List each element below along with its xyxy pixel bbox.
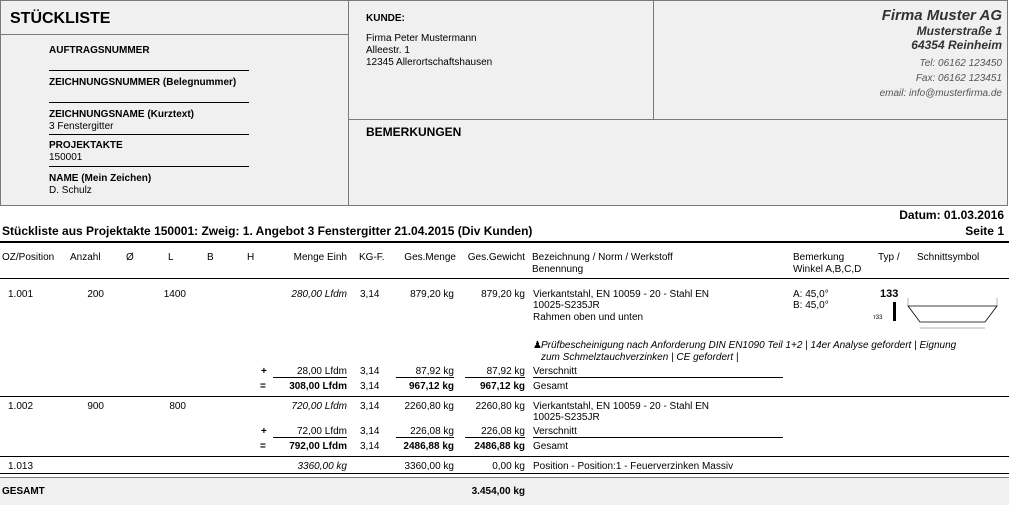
customer-line: Firma Peter Mustermann: [366, 33, 477, 44]
total-label: Gesamt: [533, 441, 569, 452]
field-underline: [49, 102, 249, 103]
col-header-l: L: [168, 252, 174, 263]
col-header-oz: OZ/Position: [2, 252, 55, 263]
cell-bezeichnung: Vierkantstahl, EN 10059 - 20 - Stahl EN: [533, 289, 710, 300]
cell-winkel-a: A: 45,0°: [793, 289, 829, 300]
total-gesgewicht: 967,12 kg: [479, 381, 525, 392]
cell-gesgewicht: 0,00 kg: [492, 461, 525, 472]
total-gesmenge: 2486,88 kg: [403, 441, 454, 452]
total-sign: =: [260, 441, 266, 452]
profile-symbol-icon: [870, 300, 910, 328]
header-rule: [0, 278, 1009, 279]
col-header-anzahl: Anzahl: [70, 252, 101, 263]
remarks-divider: [348, 119, 1008, 120]
cell-bezeichnung: Vierkantstahl, EN 10059 - 20 - Stahl EN: [533, 401, 710, 412]
svg-text:ᴛ33: ᴛ33: [873, 315, 883, 321]
cell-gesgewicht: 879,20 kg: [481, 289, 525, 300]
cell-kgf: 3,14: [360, 401, 380, 412]
col-header-schnittsymbol: Schnittsymbol: [917, 252, 980, 263]
cell-anzahl: 900: [87, 401, 104, 412]
cell-gesgewicht: 2260,80 kg: [475, 401, 525, 412]
cell-winkel-b: B: 45,0°: [793, 300, 829, 311]
cell-bezeichnung: 10025-S235JR: [533, 300, 600, 311]
field-value-name: D. Schulz: [49, 185, 92, 196]
col-header-menge: Menge Einh: [293, 252, 347, 263]
waste-sign: +: [261, 366, 267, 377]
cell-oz: 1.002: [8, 401, 34, 412]
row-separator: [0, 473, 1009, 474]
cell-anzahl: 200: [87, 289, 104, 300]
cell-l: 1400: [163, 289, 186, 300]
field-label-auftragsnummer: AUFTRAGSNUMMER: [49, 45, 150, 56]
cell-gesmenge: 879,20 kg: [410, 289, 454, 300]
col-header-gesgewicht: Ges.Gewicht: [467, 252, 525, 263]
company-block: [880, 8, 1002, 101]
waste-menge: 72,00 Lfdm: [273, 426, 347, 438]
field-value-projektakte: 150001: [49, 152, 83, 163]
waste-gesmenge: 87,92 kg: [396, 366, 454, 378]
company-tel: Tel: 06162 123450: [919, 58, 1002, 69]
header-divider: [348, 0, 349, 206]
cell-menge: 720,00 Lfdm: [291, 401, 347, 412]
cell-typ: 133: [880, 288, 899, 300]
row-separator: [0, 456, 1009, 457]
col-header-h: H: [247, 252, 255, 263]
cell-kgf: 3,14: [360, 289, 380, 300]
remarks-label: BEMERKUNGEN: [366, 125, 462, 139]
customer-label: KUNDE:: [366, 13, 405, 24]
company-street: Musterstraße 1: [916, 24, 1002, 38]
waste-label: Verschnitt: [533, 366, 783, 378]
company-fax: Fax: 06162 123451: [915, 73, 1002, 84]
company-email: email: info@musterfirma.de: [879, 88, 1002, 99]
cell-bezeichnung: Position - Position:1 - Feuerverzinken Massiv: [533, 461, 734, 472]
total-sign: =: [260, 381, 266, 392]
company-name: Firma Muster AG: [881, 7, 1002, 24]
cell-gesmenge: 3360,00 kg: [404, 461, 454, 472]
cell-oz: 1.001: [8, 289, 34, 300]
waste-kgf: 3,14: [360, 426, 380, 437]
header-divider: [653, 0, 654, 120]
col-header-benennung: Benennung: [532, 264, 584, 275]
title-divider: [0, 34, 349, 35]
page-number: Seite 1: [965, 224, 1004, 238]
document-date: Datum: 01.03.2016: [899, 208, 1004, 222]
cell-bezeichnung: 10025-S235JR: [533, 412, 600, 423]
field-label-zeichnungsname: ZEICHNUNGSNAME (Kurztext): [49, 109, 194, 120]
col-header-diameter: Ø: [126, 252, 134, 263]
row-separator: [0, 396, 1009, 397]
total-label: Gesamt: [533, 381, 569, 392]
footer-total: 3.454,00 kg: [471, 486, 525, 497]
col-header-typ: Typ /: [878, 252, 900, 263]
cell-note: zum Schmelztauchverzinken | CE gefordert |: [541, 352, 739, 363]
total-menge: 308,00 Lfdm: [289, 381, 347, 392]
field-label-name: NAME (Mein Zeichen): [49, 173, 152, 184]
customer-line: 12345 Allerortschaftshausen: [366, 57, 493, 68]
company-city: 64354 Reinheim: [911, 38, 1002, 52]
waste-gesmenge: 226,08 kg: [396, 426, 454, 438]
cell-oz: 1.013: [8, 461, 34, 472]
col-header-kgf: KG-F.: [359, 252, 385, 263]
certificate-icon: ♟: [533, 340, 542, 351]
cell-l: 800: [169, 401, 186, 412]
field-value-zeichnungsname: 3 Fenstergitter: [49, 121, 114, 132]
waste-gesgewicht: 87,92 kg: [465, 366, 525, 378]
waste-kgf: 3,14: [360, 366, 380, 377]
field-label-projektakte: PROJEKTAKTE: [49, 140, 123, 151]
field-label-zeichnungsnummer: ZEICHNUNGSNUMMER (Belegnummer): [49, 77, 237, 88]
total-kgf: 3,14: [360, 381, 380, 392]
waste-menge: 28,00 Lfdm: [273, 366, 347, 378]
document-subtitle: Stückliste aus Projektakte 150001: Zweig: 1. Angebot 3 Fenstergitter 21.04.2015 (Div Kunden): [2, 224, 533, 238]
customer-line: Alleestr. 1: [366, 45, 410, 56]
col-header-b: B: [207, 252, 214, 263]
col-header-gesmenge: Ges.Menge: [404, 252, 456, 263]
col-header-winkel: Winkel A,B,C,D: [793, 264, 862, 275]
total-kgf: 3,14: [360, 441, 380, 452]
cell-benennung: Rahmen oben und unten: [533, 312, 644, 323]
field-underline: [49, 134, 249, 135]
total-gesgewicht: 2486,88 kg: [474, 441, 525, 452]
cut-symbol-icon: [905, 292, 1005, 334]
field-underline: [49, 70, 249, 71]
cell-gesmenge: 2260,80 kg: [404, 401, 454, 412]
waste-gesgewicht: 226,08 kg: [465, 426, 525, 438]
col-header-bemerkung: Bemerkung: [793, 252, 845, 263]
cell-menge: 3360,00 kg: [297, 461, 347, 472]
total-menge: 792,00 Lfdm: [289, 441, 347, 452]
footer-label: GESAMT: [2, 486, 45, 497]
col-header-bezeichnung: Bezeichnung / Norm / Werkstoff: [532, 252, 673, 263]
cell-menge: 280,00 Lfdm: [291, 289, 347, 300]
waste-sign: +: [261, 426, 267, 437]
total-gesmenge: 967,12 kg: [408, 381, 454, 392]
waste-label: Verschnitt: [533, 426, 783, 438]
table-top-rule: [0, 241, 1009, 243]
cell-note: Prüfbescheinigung nach Anforderung DIN EN1090 Teil 1+2 | 14er Analyse gefordert | Eignung: [541, 340, 957, 351]
document-title: STÜCKLISTE: [10, 10, 111, 27]
field-underline: [49, 166, 249, 167]
